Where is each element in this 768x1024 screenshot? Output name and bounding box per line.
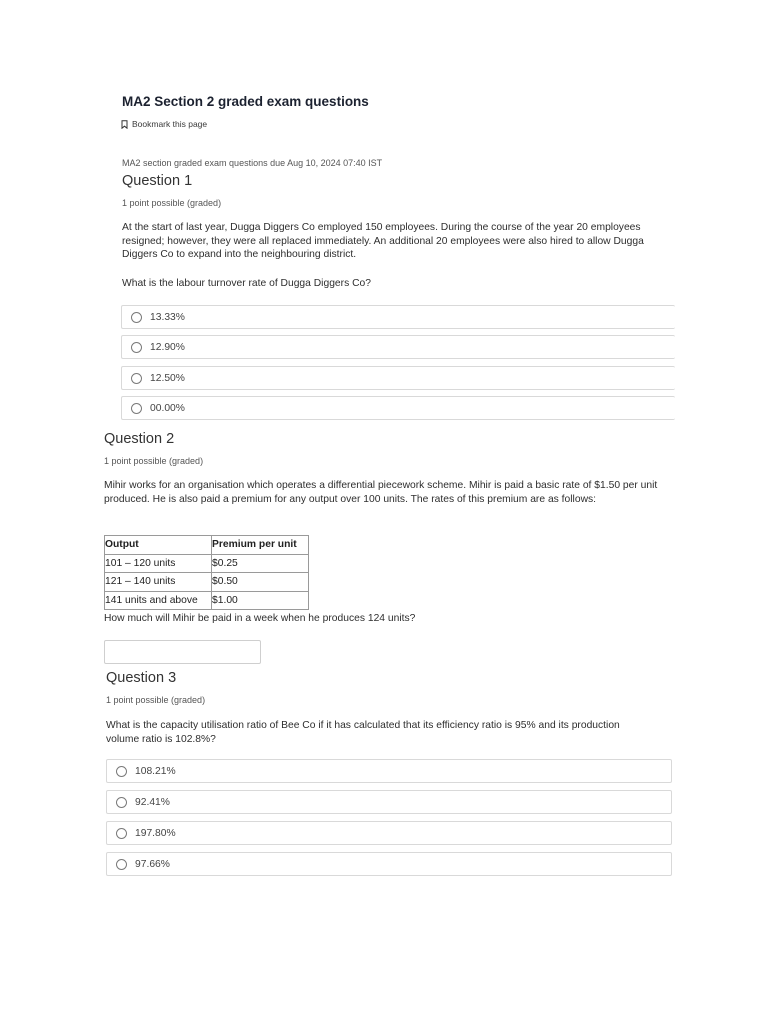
answer-input[interactable] [104,640,261,664]
question-3-text: What is the capacity utilisation ratio of Bee Co if it has calculated that its efficiency ratio is 95% and its production volume ratio is 102.8%? [106,720,620,745]
table-row [105,554,309,573]
table-cell: $0.25 [212,554,309,573]
question-1-option[interactable] [121,305,675,329]
question-2-title: Question 2 [104,431,175,447]
table-cell: $0.50 [212,573,309,592]
table-cell: 121 – 140 units [105,573,212,592]
option-label: 97.66% [135,858,170,870]
bookmark-button[interactable] [121,119,207,129]
question-3-option[interactable] [106,790,672,814]
question-2-points: 1 point possible (graded) [104,456,204,466]
question-3-option[interactable] [106,759,672,783]
question-3-title: Question 3 [106,670,177,686]
question-1-option[interactable] [121,335,675,359]
premium-table [104,535,309,610]
option-label: 108.21% [135,765,176,777]
radio-button[interactable] [116,797,127,808]
option-label: 00.00% [150,402,185,414]
table-cell: 101 – 120 units [105,554,212,573]
radio-button[interactable] [131,403,142,414]
radio-button[interactable] [131,373,142,384]
question-1-option[interactable] [121,366,675,390]
table-row [105,573,309,592]
table-header: Output [105,536,212,555]
option-label: 92.41% [135,796,170,808]
table-cell: $1.00 [212,591,309,610]
table-row [105,591,309,610]
question-2-prompt: How much will Mihir be paid in a week when he produces 124 units? [104,613,416,624]
option-label: 13.33% [150,311,185,323]
question-3-points: 1 point possible (graded) [106,695,206,705]
bookmark-icon [121,120,128,129]
question-1-title: Question 1 [122,173,193,189]
option-label: 197.80% [135,827,176,839]
option-label: 12.90% [150,341,185,353]
due-date-text: MA2 section graded exam questions due Aug 10, 2024 07:40 IST [122,158,383,168]
question-3-option[interactable] [106,821,672,845]
question-2-text: Mihir works for an organisation which operates a differential piecework scheme. Mihir is paid a basic rate of $1.50 per unit produced. He is also paid a premium for any output over 100 units. The rates of this premium are as follows: [104,480,658,505]
radio-button[interactable] [116,859,127,870]
radio-button[interactable] [131,312,142,323]
radio-button[interactable] [116,766,127,777]
question-1-prompt: What is the labour turnover rate of Dugga Diggers Co? [122,278,371,289]
table-header-row [105,536,309,555]
option-label: 12.50% [150,372,185,384]
question-3-option[interactable] [106,852,672,876]
table-cell: 141 units and above [105,591,212,610]
page-title: MA2 Section 2 graded exam questions [122,94,369,109]
radio-button[interactable] [131,342,142,353]
bookmark-label: Bookmark this page [132,119,208,129]
question-1-option[interactable] [121,396,675,420]
table-header: Premium per unit [212,536,309,555]
radio-button[interactable] [116,828,127,839]
question-1-text: At the start of last year, Dugga Diggers Co employed 150 employees. During the course of the year 20 employees resigned; however, they were all replaced immediately. An additional 20 employees were also hired to allow Dugga Diggers Co to expand into the neighbouring district. [122,222,644,261]
question-1-points: 1 point possible (graded) [122,198,222,208]
